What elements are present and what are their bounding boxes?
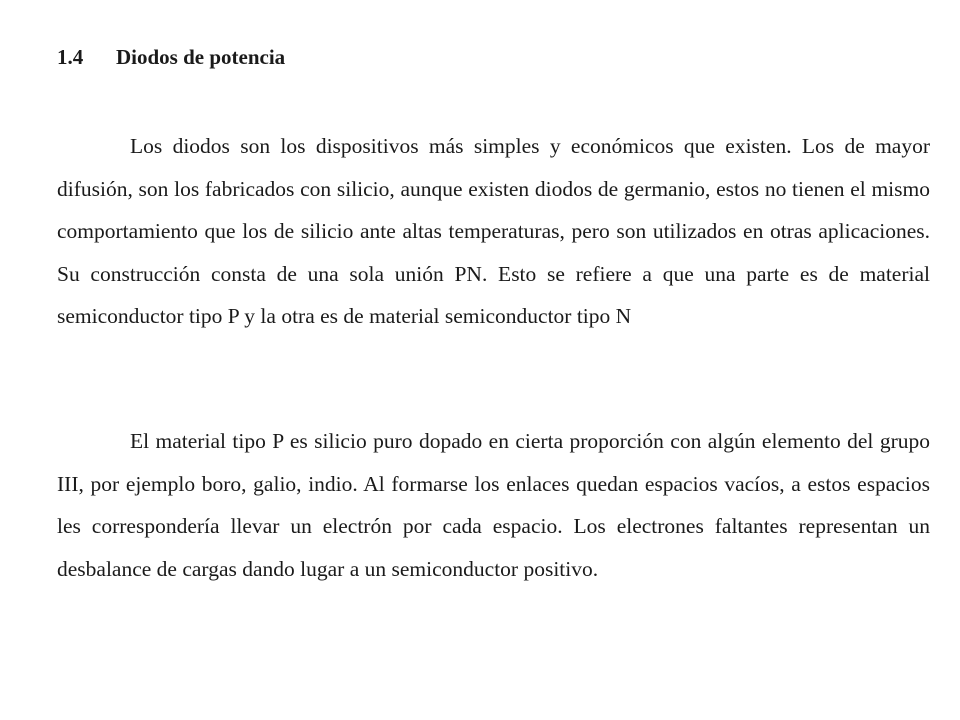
paragraph-material-tipo-p: El material tipo P es silicio puro dopado en cierta proporción con algún elemento del grupo III, por ejemplo boro, galio, indio. Al formarse los enlaces quedan espacios vacíos, a estos espacios les correspondería llevar un electrón por cada espacio. Los electrones faltantes representan un desbalance de cargas dando lugar a un semiconductor positivo. <box>57 429 930 581</box>
paragraph-diodos-intro: Los diodos son los dispositivos más simples y económicos que existen. Los de mayor difusión, son los fabricados con silicio, aunque existen diodos de germanio, estos no tienen el mismo comportamiento que los de silicio ante altas temperaturas, pero son utilizados en otras aplicaciones. Su construcción consta de una sola unión PN. Esto se refiere a que una parte es de material semiconductor tipo P y la otra es de material semiconductor tipo N <box>57 134 930 328</box>
section-title: Diodos de potencia <box>116 45 286 69</box>
section-heading <box>57 42 285 72</box>
section-number: 1.4 <box>57 45 84 69</box>
